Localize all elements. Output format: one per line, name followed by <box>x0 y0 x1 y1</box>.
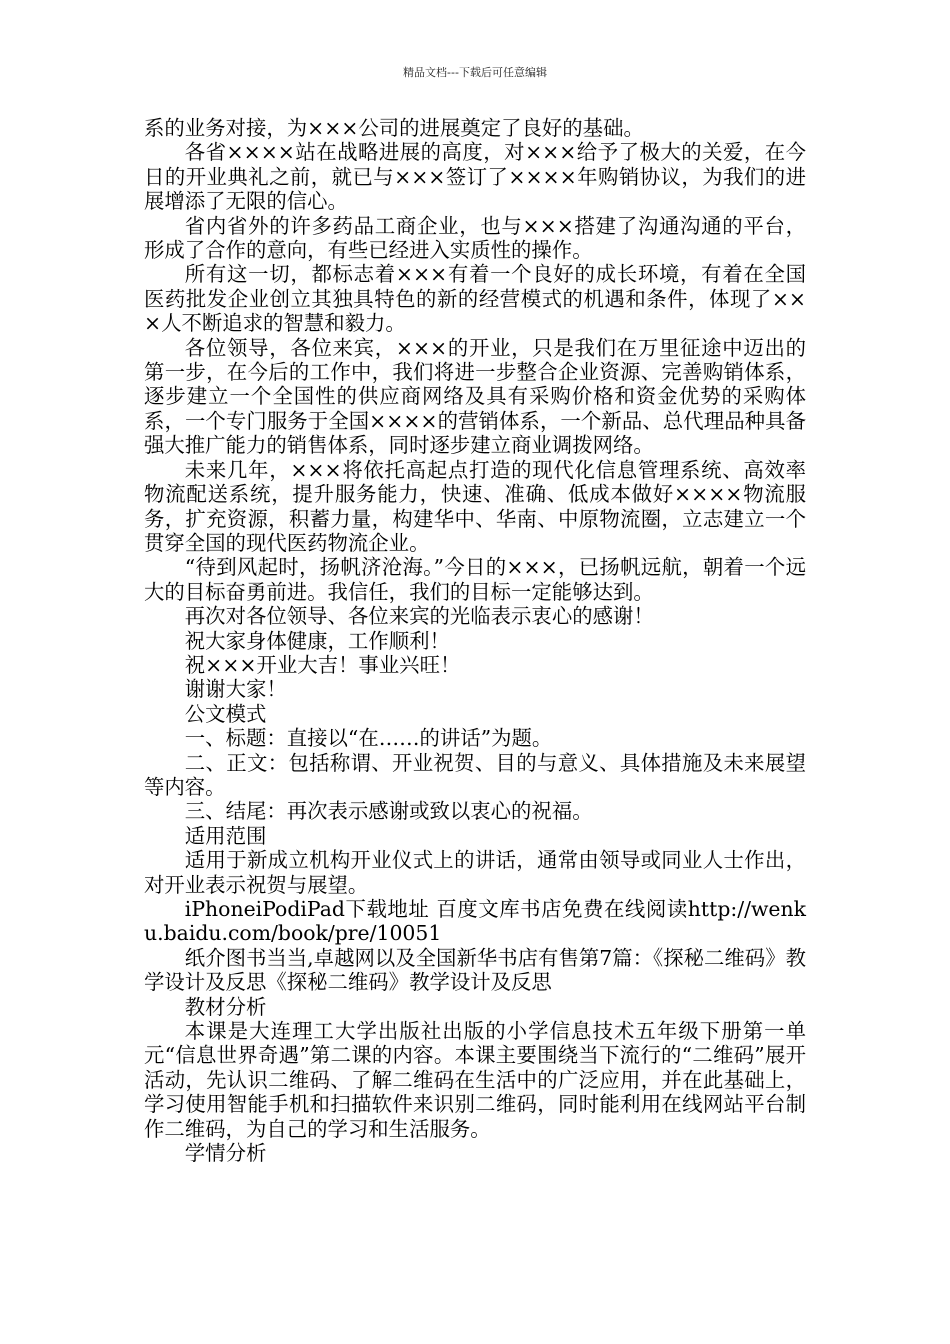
paragraph: 未来几年，×××将依托高起点打造的现代化信息管理系统、高效率物流配送系统，提升服务能力，快速、准确、低成本做好××××物流服务，扩充资源，积蓄力量，构建华中、华南、中原物流圈，立志建立一个贯穿全国的现代医药物流企业。 <box>144 457 806 555</box>
paragraph: 本课是大连理工大学出版社出版的小学信息技术五年级下册第一单元“信息世界奇遇”第二课的内容。本课主要围绕当下流行的“二维码”展开活动，先认识二维码、了解二维码在生活中的广泛应用，并在此基础上，学习使用智能手机和扫描软件来识别二维码，同时能利用在线网站平台制作二维码，为自己的学习和生活服务。 <box>144 1019 806 1141</box>
section-heading: 适用范围 <box>184 823 267 848</box>
paragraph: 各位领导，各位来宾，×××的开业，只是我们在万里征途中迈出的第一步，在今后的工作中，我们将进一步整合企业资源、完善购销体系，逐步建立一个全国性的供应商网络及具有采购价格和资金优势的采购体系，一个专门服务于全国××××的营销体系，一个新品、总代理品种具备强大推广能力的销售体系，同时逐步建立商业调拨网络。 <box>144 335 806 458</box>
paragraph: 再次对各位领导、各位来宾的光临表示衷心的感谢！ <box>184 604 654 629</box>
paragraph: 祝×××开业大吉！事业兴旺！ <box>184 652 461 677</box>
paragraph: 祝大家身体健康，工作顺利！ <box>184 628 450 653</box>
document-body <box>144 116 806 1165</box>
paragraph: 一、标题：直接以“在……的讲话”为题。 <box>184 726 553 751</box>
section-heading: 教材分析 <box>184 994 267 1019</box>
page-header: 精品文档---下载后可任意编辑 <box>403 66 547 79</box>
paragraph: 适用于新成立机构开业仪式上的讲话，通常由领导或同业人士作出，对开业表示祝贺与展望。 <box>144 848 806 897</box>
paragraph: “待到风起时，扬帆济沧海。”今日的×××，已扬帆远航，朝着一个远大的目标奋勇前进。我信任，我们的目标一定能够达到。 <box>144 555 806 604</box>
paragraph: 三、结尾：再次表示感谢或致以衷心的祝福。 <box>184 799 593 824</box>
paragraph: 各省××××站在战略进展的高度，对×××给予了极大的关爱，在今日的开业典礼之前，就已与×××签订了××××年购销协议，为我们的进展增添了无限的信心。 <box>144 140 806 214</box>
paragraph: 系的业务对接，为×××公司的进展奠定了良好的基础。 <box>144 116 644 140</box>
paragraph: 省内省外的许多药品工商企业，也与×××搭建了沟通沟通的平台，形成了合作的意向，有些已经进入实质性的操作。 <box>144 213 806 263</box>
download-link-paragraph: iPhoneiPodiPad下载地址 百度文库书店免费在线阅读http://wenku.baidu.com/book/pre/10051 <box>144 897 806 946</box>
paragraph: 谢谢大家！ <box>184 677 287 702</box>
paragraph: 二、正文：包括称谓、开业祝贺、目的与意义、具体措施及未来展望等内容。 <box>144 750 806 799</box>
paragraph: 所有这一切，都标志着×××有着一个良好的成长环境，有着在全国医药批发企业创立其独具特色的新的经营模式的机遇和条件，体现了×××人不断追求的智慧和毅力。 <box>144 262 806 336</box>
section-heading: 学情分析 <box>184 1141 267 1166</box>
section-heading: 公文模式 <box>184 701 267 726</box>
paragraph: 纸介图书当当,卓越网以及全国新华书店有售第7篇：《探秘二维码》教学设计及反思《探秘二维码》教学设计及反思 <box>144 945 806 995</box>
